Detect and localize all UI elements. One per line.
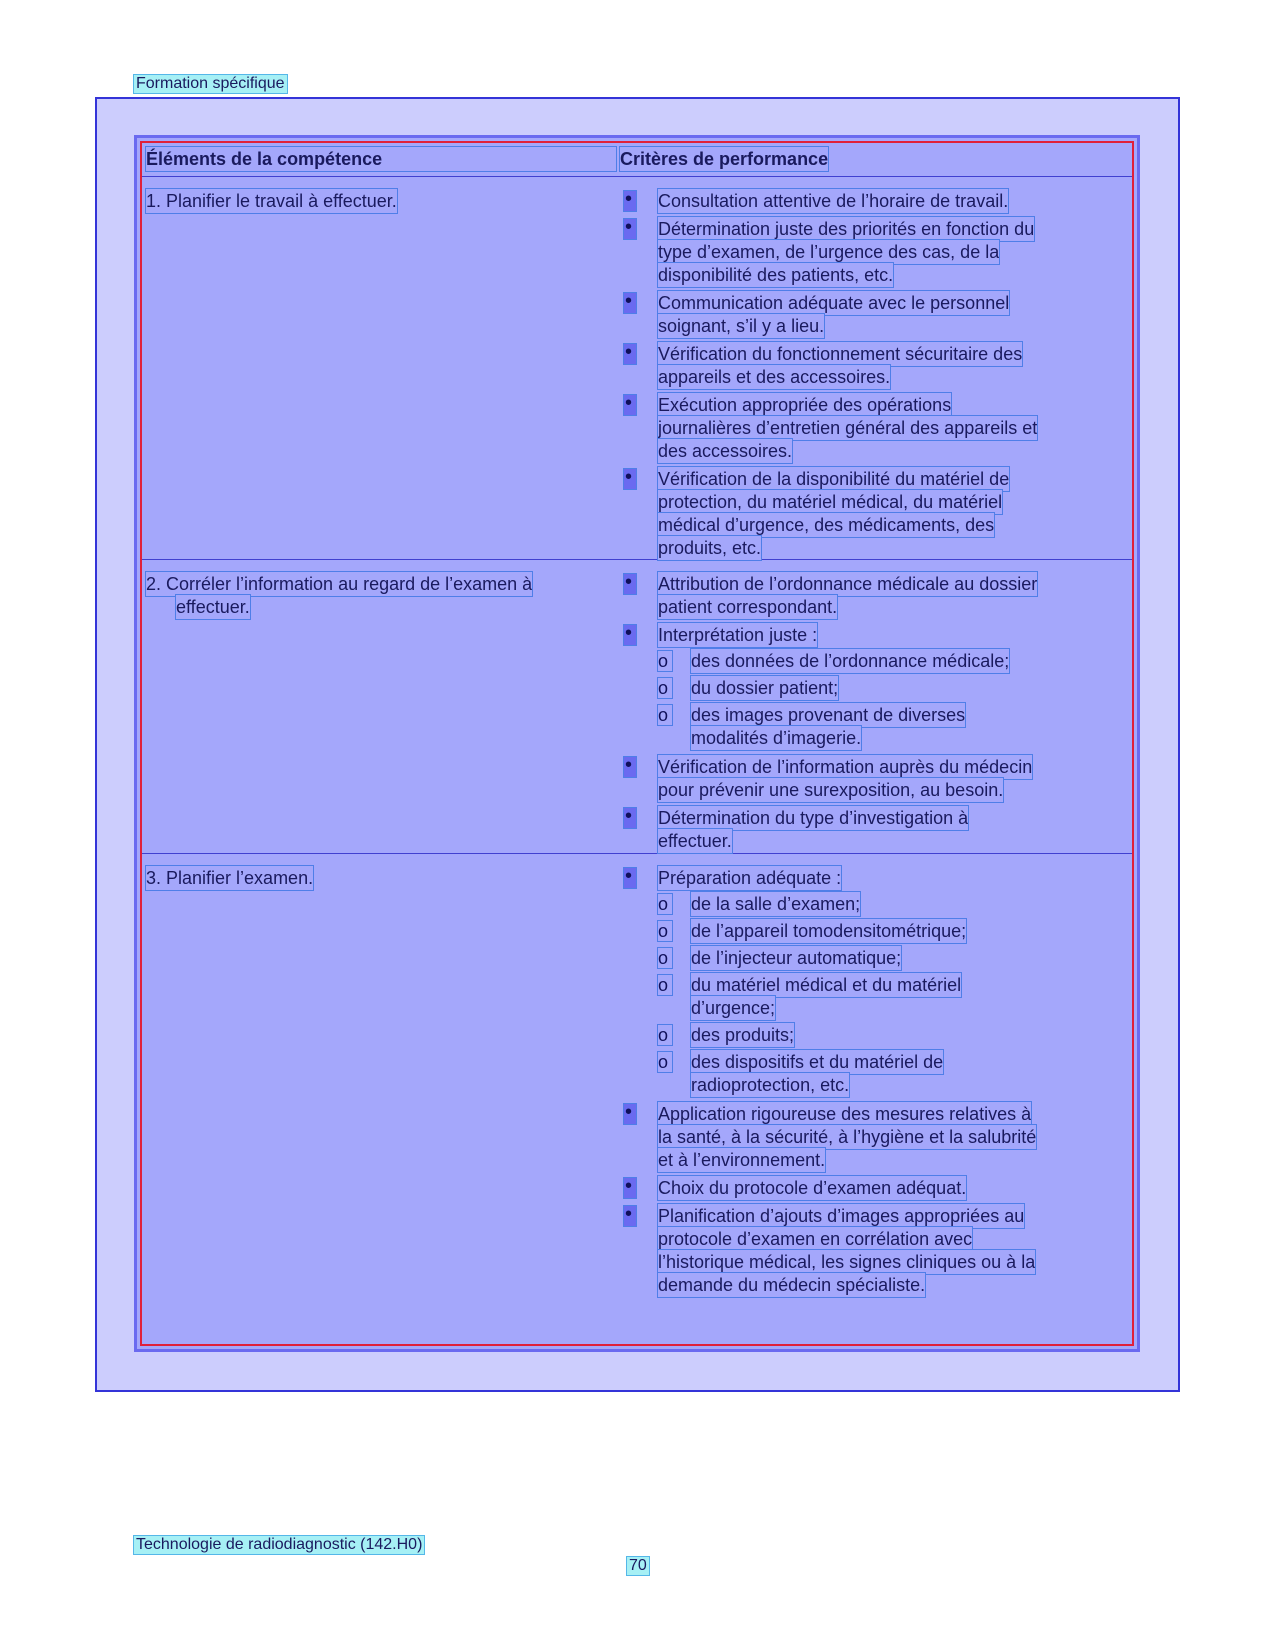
bullet-icon xyxy=(624,1178,636,1198)
sub-bullet-icon: o xyxy=(658,651,672,671)
sub-bullet-icon: o xyxy=(658,975,672,995)
running-footer: Technologie de radiodiagnostic (142.H0) xyxy=(136,1536,423,1553)
sub-criterion-line: radioprotection, etc. xyxy=(691,1075,850,1095)
section-divider-2 xyxy=(142,853,1132,854)
section-divider-1 xyxy=(142,559,1132,560)
criterion-line: disponibilité des patients, etc. xyxy=(658,265,894,285)
sub-criterion-line: modalités d’imagerie. xyxy=(691,728,862,748)
col-header-criteria: Critères de performance xyxy=(620,149,829,169)
sub-criterion-line: de l’injecteur automatique; xyxy=(691,948,902,968)
running-header: Formation spécifique xyxy=(136,75,285,92)
bullet-icon xyxy=(624,344,636,364)
header-divider xyxy=(142,176,1132,177)
bullet-icon xyxy=(624,808,636,828)
bullet-icon xyxy=(624,1104,636,1124)
criterion-line: et à l’environnement. xyxy=(658,1150,826,1170)
element-line: 2. Corréler l’information au regard de l’examen à xyxy=(146,574,533,594)
sub-criterion-line: d’urgence; xyxy=(691,998,776,1018)
criterion-line: Détermination juste des priorités en fonction du xyxy=(658,219,1035,239)
sub-criterion-line: des produits; xyxy=(691,1025,795,1045)
sub-bullet-icon: o xyxy=(658,948,672,968)
element-line: 1. Planifier le travail à effectuer. xyxy=(146,191,397,211)
criterion-line: la santé, à la sécurité, à l’hygiène et la salubrité xyxy=(658,1127,1037,1147)
bullet-icon xyxy=(624,625,636,645)
criterion-line: Consultation attentive de l’horaire de travail. xyxy=(658,191,1009,211)
criterion-line: Application rigoureuse des mesures relatives à xyxy=(658,1104,1032,1124)
bullet-icon xyxy=(624,574,636,594)
bullet-icon xyxy=(624,293,636,313)
criterion-line: Attribution de l’ordonnance médicale au dossier xyxy=(658,574,1038,594)
criterion-line: Planification d’ajouts d’images appropriées au xyxy=(658,1206,1025,1226)
criterion-line: Vérification de l’information auprès du médecin xyxy=(658,757,1033,777)
criterion-line: patient correspondant. xyxy=(658,597,838,617)
bullet-icon xyxy=(624,757,636,777)
bullet-icon xyxy=(624,219,636,239)
criterion-line: Exécution appropriée des opérations xyxy=(658,395,952,415)
sub-bullet-icon: o xyxy=(658,921,672,941)
criterion-line: Vérification de la disponibilité du matériel de xyxy=(658,469,1010,489)
criterion-line: Vérification du fonctionnement sécuritaire des xyxy=(658,344,1023,364)
sub-criterion-line: de la salle d’examen; xyxy=(691,894,861,914)
bullet-icon xyxy=(624,395,636,415)
criterion-line: protocole d’examen en corrélation avec xyxy=(658,1229,973,1249)
element-line: effectuer. xyxy=(176,597,250,617)
sub-bullet-icon: o xyxy=(658,705,672,725)
criterion-line: protection, du matériel médical, du matériel xyxy=(658,492,1003,512)
criterion-line: soignant, s’il y a lieu. xyxy=(658,316,825,336)
criterion-line: journalières d’entretien général des appareils et xyxy=(658,418,1038,438)
bullet-icon xyxy=(624,469,636,489)
criterion-line: Communication adéquate avec le personnel xyxy=(658,293,1010,313)
page-number: 70 xyxy=(629,1557,647,1574)
sub-bullet-icon: o xyxy=(658,1052,672,1072)
bullet-icon xyxy=(624,1206,636,1226)
element-line: 3. Planifier l’examen. xyxy=(146,868,314,888)
sub-criterion-line: du matériel médical et du matériel xyxy=(691,975,962,995)
sub-criterion-line: du dossier patient; xyxy=(691,678,839,698)
criterion-line: des accessoires. xyxy=(658,441,793,461)
col-header-elements: Éléments de la compétence xyxy=(146,147,616,171)
table-border xyxy=(140,141,1134,1346)
criterion-line: médical d’urgence, des médicaments, des xyxy=(658,515,995,535)
criterion-line: appareils et des accessoires. xyxy=(658,367,891,387)
bullet-icon xyxy=(624,868,636,888)
competence-table xyxy=(134,135,1140,1352)
sub-criterion-line: des dispositifs et du matériel de xyxy=(691,1052,944,1072)
sub-bullet-icon: o xyxy=(658,1025,672,1045)
criterion-line: l’historique médical, les signes cliniques ou à la xyxy=(658,1252,1036,1272)
criterion-line: Détermination du type d’investigation à xyxy=(658,808,969,828)
sub-bullet-icon: o xyxy=(658,894,672,914)
sub-bullet-icon: o xyxy=(658,678,672,698)
bullet-icon xyxy=(624,191,636,211)
sub-criterion-line: des images provenant de diverses xyxy=(691,705,966,725)
criterion-line: Interprétation juste : xyxy=(658,625,818,645)
sub-criterion-line: des données de l’ordonnance médicale; xyxy=(691,651,1010,671)
criterion-line: pour prévenir une surexposition, au besoin. xyxy=(658,780,1004,800)
criterion-line: Choix du protocole d’examen adéquat. xyxy=(658,1178,967,1198)
criterion-line: demande du médecin spécialiste. xyxy=(658,1275,926,1295)
sub-criterion-line: de l’appareil tomodensitométrique; xyxy=(691,921,967,941)
criterion-line: Préparation adéquate : xyxy=(658,868,842,888)
criterion-line: effectuer. xyxy=(658,831,732,851)
criterion-line: type d’examen, de l’urgence des cas, de la xyxy=(658,242,1000,262)
criterion-line: produits, etc. xyxy=(658,538,762,558)
